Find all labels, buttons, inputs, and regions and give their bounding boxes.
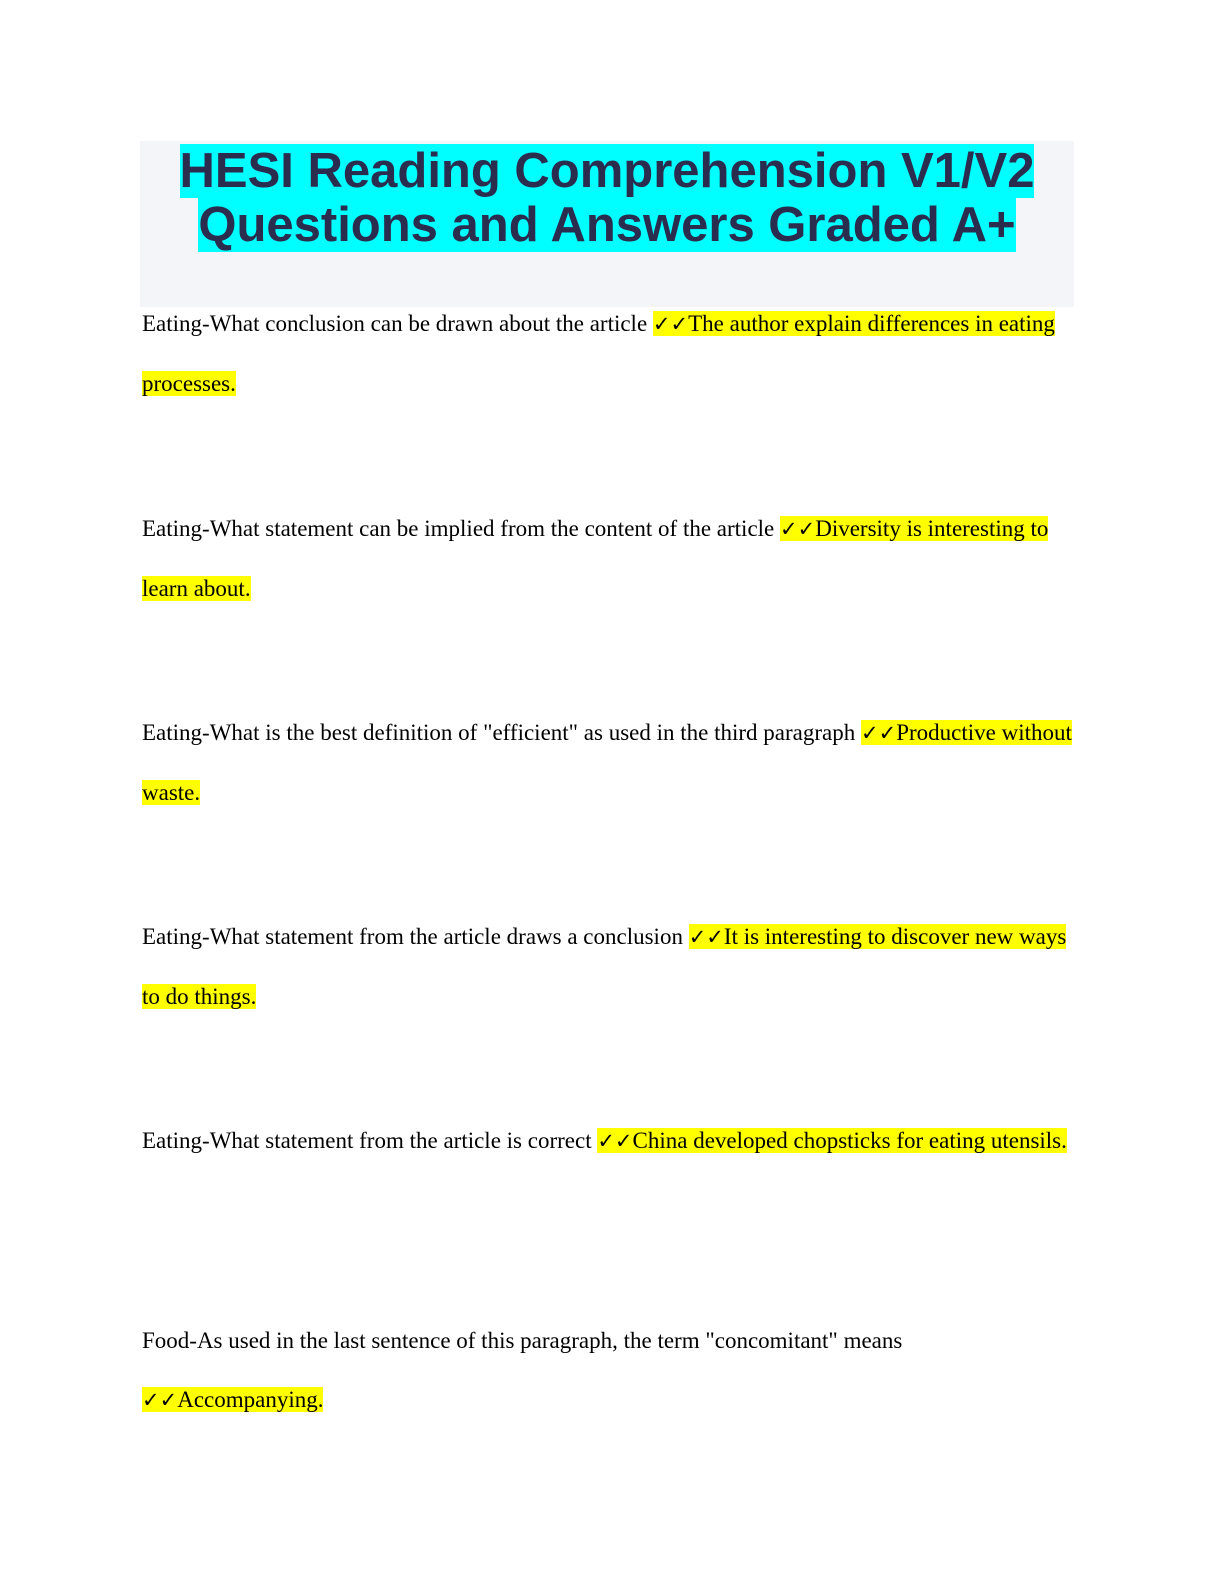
qa-item-3 bbox=[142, 703, 1072, 822]
title-line-1: HESI Reading Comprehension V1/V2 bbox=[179, 144, 1035, 198]
check-marks-icon: ✓✓ bbox=[597, 1129, 633, 1153]
answer-text: Diversity is interesting to learn about. bbox=[142, 516, 1049, 601]
question-text: Eating-What is the best definition of "efficient" as used in the third paragraph bbox=[142, 720, 856, 745]
answer-highlight bbox=[142, 1387, 323, 1412]
question-text: Eating-What statement from the article draws a conclusion bbox=[142, 924, 683, 949]
qa-item-6 bbox=[142, 1311, 1072, 1430]
qa-item-5 bbox=[142, 1111, 1072, 1171]
answer-text: Productive without waste. bbox=[142, 720, 1072, 805]
qa-item-1 bbox=[142, 294, 1072, 413]
title-line-2: Questions and Answers Graded A+ bbox=[198, 198, 1016, 252]
check-marks-icon: ✓✓ bbox=[142, 1388, 178, 1412]
check-marks-icon: ✓✓ bbox=[688, 925, 724, 949]
answer-text: China developed chopsticks for eating utensils. bbox=[632, 1128, 1067, 1153]
check-marks-icon: ✓✓ bbox=[652, 312, 689, 336]
check-marks-icon: ✓✓ bbox=[861, 721, 897, 745]
check-marks-icon: ✓✓ bbox=[780, 517, 816, 541]
answer-text: It is interesting to discover new ways to do things. bbox=[142, 924, 1067, 1009]
question-text: Eating-What statement from the article is correct bbox=[142, 1128, 592, 1153]
answer-text: The author explain differences in eating processes. bbox=[142, 311, 1055, 396]
question-text: Eating-What statement can be implied from the content of the article bbox=[142, 516, 775, 541]
document-title bbox=[140, 141, 1074, 252]
qa-item-2 bbox=[142, 499, 1072, 618]
question-text: Food-As used in the last sentence of this paragraph, the term "concomitant" means bbox=[142, 1328, 903, 1353]
qa-item-4 bbox=[142, 907, 1072, 1026]
answer-text: Accompanying. bbox=[177, 1387, 324, 1412]
question-text: Eating-What conclusion can be drawn about the article bbox=[142, 311, 648, 336]
title-block bbox=[140, 141, 1074, 307]
answer-highlight bbox=[597, 1128, 1067, 1153]
